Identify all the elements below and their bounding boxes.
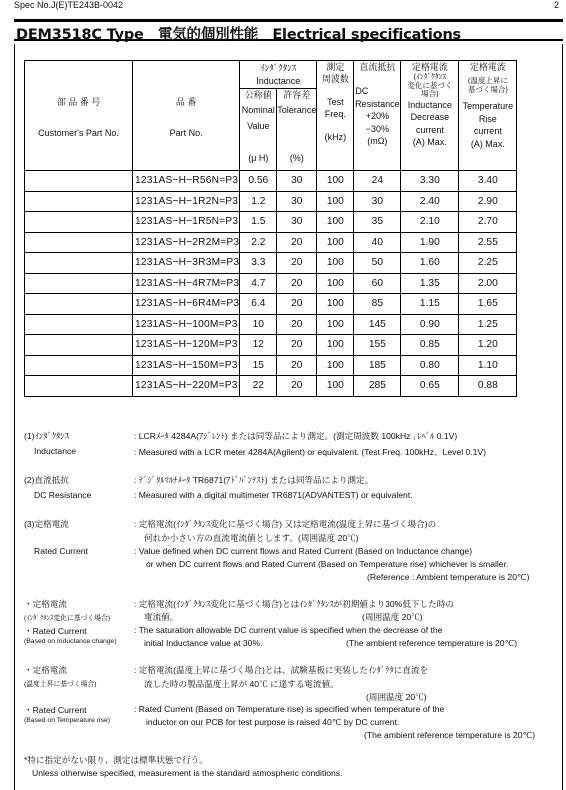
electrical-spec-table <box>24 60 517 397</box>
cell-tol: 20 <box>277 253 317 274</box>
note6-label-sub: (Based on Temperature rise) <box>24 717 111 724</box>
note4-label-jp: ・定格電流 <box>24 599 67 609</box>
cell-dcr: 85 <box>354 294 401 315</box>
cell-freq: 100 <box>317 191 354 212</box>
page-number: 2 <box>554 0 560 10</box>
note4-label-en: ・Rated Current <box>24 626 87 636</box>
header-customer-part-en: Customer's Part No. <box>38 127 119 138</box>
cell-temp-cur: 2.55 <box>459 232 517 253</box>
cell-dcr: 60 <box>354 273 401 294</box>
cell-customer <box>25 253 133 274</box>
cell-temp-cur: 1.65 <box>459 294 517 315</box>
cell-freq: 100 <box>317 273 354 294</box>
note4-label-en-sub: (Based on Inductance change) <box>24 638 117 645</box>
cell-part: 1231AS−H−100M=P3 <box>133 314 240 335</box>
cell-part: 1231AS−H−3R3M=P3 <box>133 253 240 274</box>
cell-dcr: 285 <box>354 376 401 397</box>
header-nominal-en2: Value <box>247 120 270 131</box>
cell-tol: 30 <box>277 191 317 212</box>
cell-dcr: 24 <box>354 171 401 192</box>
header-freq-unit: (kHz) <box>324 131 347 142</box>
note1-jp: : LCRﾒｰﾀ 4284A(ｱｼﾞﾚﾝﾄ) または同等品により測定。(測定周波数 100kHz ､ﾚﾍﾞﾙ 0.1V) <box>134 431 458 441</box>
header-dc-tol1: +20% <box>365 111 389 122</box>
cell-part: 1231AS−H−R56N=P3 <box>133 171 240 192</box>
note6-en3: (The ambient reference temperature is 20℃) <box>364 730 536 740</box>
header-rc1-unit: (A) Max. <box>412 137 447 148</box>
header-rc2-en3: current <box>473 126 502 137</box>
cell-freq: 100 <box>317 171 354 192</box>
note2-jp: : ﾃﾞｼﾞﾀﾙﾏﾙﾁﾒｰﾀ TR6871(ｱﾄﾞﾊﾞﾝﾃｽﾄ) または同等品により測定。 <box>134 475 374 485</box>
cell-ind-cur: 0.65 <box>401 376 459 397</box>
cell-nom: 4.7 <box>240 273 277 294</box>
note1-label-jp: (1)ｲﾝﾀﾞｸﾀﾝｽ <box>24 431 69 441</box>
cell-part: 1231AS−H−4R7M=P3 <box>133 273 240 294</box>
cell-customer <box>25 171 133 192</box>
header-inductance-en: Inductance <box>256 75 301 86</box>
header-rc2-jp: 定格電流 <box>469 62 506 72</box>
cell-ind-cur: 0.85 <box>401 335 459 356</box>
cell-nom: 1.2 <box>240 191 277 212</box>
note5-label-sub: (温度上昇に基づく場合) <box>24 681 97 688</box>
cell-ind-cur: 1.35 <box>401 273 459 294</box>
header-freq-en2: Freq. <box>324 109 346 120</box>
header-part-no-en: Part No. <box>169 127 203 138</box>
header-nominal-jp: 公称値 <box>244 90 272 100</box>
note6-en2: inductor on our PCB for test purpose is raised 40℃ by DC current. <box>146 717 400 727</box>
table-body <box>25 171 517 397</box>
cell-temp-cur: 0.88 <box>459 376 517 397</box>
header-nominal <box>240 89 277 171</box>
header-tolerance-unit: (%) <box>289 152 304 163</box>
cell-tol: 20 <box>277 314 317 335</box>
cell-customer <box>25 212 133 233</box>
cell-dcr: 185 <box>354 355 401 376</box>
header-dc-jp: 直流抵抗 <box>359 62 396 72</box>
note3-jp2: 何れか小さい方の直流電流値とします。(周囲温度 20℃) <box>144 533 359 543</box>
table-row <box>25 294 517 315</box>
header-rc1-en1: Inductance <box>407 99 452 110</box>
table-row <box>25 191 517 212</box>
cell-part: 1231AS−H−150M=P3 <box>133 355 240 376</box>
cell-freq: 100 <box>317 212 354 233</box>
cell-dcr: 50 <box>354 253 401 274</box>
cell-nom: 3.3 <box>240 253 277 274</box>
footnote-en: Unless otherwise specified, measurement is the standard atmospheric conditions. <box>32 768 343 778</box>
page-title: DEM3518C Type 電気的個別性能 Electrical specifications <box>16 27 461 43</box>
cell-ind-cur: 2.10 <box>401 212 459 233</box>
header-rc1-sub2: 変化に基づく <box>407 80 453 90</box>
header-part-no <box>133 61 240 171</box>
note1-label-en: Inductance <box>34 446 77 456</box>
cell-tol: 20 <box>277 376 317 397</box>
cell-nom: 0.56 <box>240 171 277 192</box>
footnote-jp: *特に指定がない限り、測定は標準状態で行う。 <box>24 755 208 765</box>
cell-dcr: 40 <box>354 232 401 253</box>
cell-ind-cur: 0.80 <box>401 355 459 376</box>
note3-label-jp: (3)定格電流 <box>24 519 69 529</box>
cell-ind-cur: 1.90 <box>401 232 459 253</box>
cell-nom: 12 <box>240 335 277 356</box>
header-inductance-jp: ｲﾝﾀﾞｸﾀﾝｽ <box>260 63 297 74</box>
table-row <box>25 335 517 356</box>
cell-dcr: 145 <box>354 314 401 335</box>
note1-en: : Measured with a LCR meter 4284A(Agilent) or equivalent. (Test Freq. 100kHz、Level 0.1V) <box>134 447 487 457</box>
cell-dcr: 35 <box>354 212 401 233</box>
cell-nom: 15 <box>240 355 277 376</box>
header-rc2-unit: (A) Max. <box>470 138 505 149</box>
cell-part: 1231AS−H−220M=P3 <box>133 376 240 397</box>
header-rated-current-temperature <box>459 61 517 171</box>
cell-temp-cur: 1.25 <box>459 314 517 335</box>
header-dc-en1: DC <box>355 86 369 97</box>
cell-nom: 10 <box>240 314 277 335</box>
cell-dcr: 30 <box>354 191 401 212</box>
note6-en1: : Rated Current (Based on Temperature rise) is specified when temperature of the <box>134 704 445 714</box>
cell-part: 1231AS−H−1R5N=P3 <box>133 212 240 233</box>
note5-jp1: : 定格電流(温度上昇に基づく場合)とは、試験基板に実装したｲﾝﾀﾞｸﾀに直流を <box>134 665 429 675</box>
spec-number: Spec No.J(E)TE243B-0042 <box>14 0 124 10</box>
cell-nom: 1.5 <box>240 212 277 233</box>
cell-nom: 6.4 <box>240 294 277 315</box>
header-tolerance-en: Tolerance <box>277 105 317 116</box>
cell-ind-cur: 1.15 <box>401 294 459 315</box>
header-rc2-en2: Rise <box>478 113 497 124</box>
header-rc1-sub1: (ｲﾝﾀﾞｸﾀﾝｽ <box>413 72 447 82</box>
cell-customer <box>25 294 133 315</box>
cell-temp-cur: 2.00 <box>459 273 517 294</box>
cell-part: 1231AS−H−120M=P3 <box>133 335 240 356</box>
header-tolerance-jp: 許容差 <box>283 90 311 100</box>
header-dc-unit: (mΩ) <box>367 136 388 147</box>
cell-temp-cur: 1.20 <box>459 335 517 356</box>
cell-customer <box>25 314 133 335</box>
cell-customer <box>25 191 133 212</box>
header-customer-part <box>25 61 133 171</box>
cell-ind-cur: 3.30 <box>401 171 459 192</box>
note2-label-jp: (2)直流抵抗 <box>24 475 69 485</box>
header-nominal-en1: Nominal <box>241 105 275 116</box>
cell-tol: 20 <box>277 294 317 315</box>
cell-customer <box>25 273 133 294</box>
title-bar <box>14 19 563 41</box>
cell-tol: 30 <box>277 171 317 192</box>
note3-en3: (Reference : Ambient temperature is 20℃) <box>367 572 530 582</box>
table-row <box>25 253 517 274</box>
note4-en2b: (The ambient reference temperature is 20℃) <box>346 638 518 648</box>
cell-freq: 100 <box>317 232 354 253</box>
note4-en1: : The saturation allowable DC current value is specified when the decrease of the <box>134 625 443 635</box>
note4-label-sub: (ｲﾝﾀﾞｸﾀﾝｽ変化に基づく場合) <box>24 615 111 622</box>
note6-label-en: ・Rated Current <box>24 705 87 715</box>
cell-customer <box>25 232 133 253</box>
note5-jp2: 流した時の製品温度上昇が 40℃ に達する電流値。 <box>144 679 339 689</box>
cell-freq: 100 <box>317 253 354 274</box>
note3-jp1: : 定格電流(ｲﾝﾀﾞｸﾀﾝｽ変化に基づく場合) 又は定格電流(温度上昇に基づく場合)の <box>134 519 437 529</box>
table-row <box>25 273 517 294</box>
cell-freq: 100 <box>317 294 354 315</box>
cell-customer <box>25 376 133 397</box>
cell-freq: 100 <box>317 355 354 376</box>
cell-ind-cur: 1.60 <box>401 253 459 274</box>
table-row <box>25 212 517 233</box>
cell-tol: 20 <box>277 273 317 294</box>
table-row <box>25 376 517 397</box>
note4-jp1: : 定格電流(ｲﾝﾀﾞｸﾀﾝｽ変化に基づく場合)とはｲﾝﾀﾞｸﾀﾝｽが初期値より30%低下した時の <box>134 599 454 609</box>
cell-temp-cur: 3.40 <box>459 171 517 192</box>
note5-label-jp: ・定格電流 <box>24 665 67 675</box>
header-rc1-en2: Decrease <box>410 112 450 123</box>
cell-nom: 22 <box>240 376 277 397</box>
header-rated-current-inductance <box>401 61 459 171</box>
header-rc1-sub3: 場合) <box>421 89 439 99</box>
cell-temp-cur: 2.90 <box>459 191 517 212</box>
cell-ind-cur: 0.90 <box>401 314 459 335</box>
cell-part: 1231AS−H−2R2M=P3 <box>133 232 240 253</box>
note4-jp2b: (周囲温度 20℃) <box>362 612 423 622</box>
cell-customer <box>25 355 133 376</box>
note5-jp3: (周囲温度 20℃) <box>366 692 427 702</box>
header-tolerance <box>277 89 317 171</box>
cell-part: 1231AS−H−6R4M=P3 <box>133 294 240 315</box>
cell-temp-cur: 2.70 <box>459 212 517 233</box>
cell-freq: 100 <box>317 376 354 397</box>
header-freq-jp1: 測定 <box>326 62 345 72</box>
cell-freq: 100 <box>317 335 354 356</box>
table-row <box>25 314 517 335</box>
cell-nom: 2.2 <box>240 232 277 253</box>
header-part-no-jp: 品 番 <box>175 97 197 108</box>
note2-en: : Measured with a digital multimeter TR6871(ADVANTEST) or equivalent. <box>134 490 413 500</box>
header-freq-jp2: 周波数 <box>321 74 349 85</box>
header-dc-tol2: −30% <box>365 123 389 134</box>
header-inductance <box>240 61 317 89</box>
note3-en1: : Value defined when DC current flows and Rated Current (Based on Inductance change) <box>134 546 473 556</box>
cell-temp-cur: 1.10 <box>459 355 517 376</box>
header-rc1-en3: current <box>415 124 444 135</box>
cell-freq: 100 <box>317 314 354 335</box>
note3-en2: or when DC current flows and Rated Current (Based on Temperature rise) whichever is smaller. <box>146 559 509 569</box>
note3-label-en: Rated Current <box>34 546 88 556</box>
note4-en2: initial Inductance value at 30%. <box>144 638 263 648</box>
header-rc2-sub2: 基づく場合) <box>467 84 508 94</box>
cell-dcr: 155 <box>354 335 401 356</box>
header-freq-en1: Test <box>327 96 344 107</box>
cell-temp-cur: 2.25 <box>459 253 517 274</box>
table-row <box>25 355 517 376</box>
header-dc-resistance <box>354 61 401 171</box>
table-row <box>25 171 517 192</box>
header-rc2-sub1: (温度上昇に <box>467 76 508 86</box>
header-test-freq <box>317 61 354 171</box>
cell-tol: 20 <box>277 232 317 253</box>
cell-tol: 20 <box>277 355 317 376</box>
note4-jp2: 電流値。 <box>144 612 179 622</box>
table-row <box>25 232 517 253</box>
cell-tol: 20 <box>277 335 317 356</box>
cell-customer <box>25 335 133 356</box>
cell-ind-cur: 2.40 <box>401 191 459 212</box>
header-customer-part-jp: 部 品 番 号 <box>56 97 101 108</box>
note2-label-en: DC Resistance <box>34 490 92 500</box>
header-dc-en2: Resistance <box>355 98 400 109</box>
header-nominal-unit: (μ H) <box>248 153 269 164</box>
cell-part: 1231AS−H−1R2N=P3 <box>133 191 240 212</box>
cell-tol: 30 <box>277 212 317 233</box>
header-rc2-en1: Temperature <box>462 101 514 112</box>
header-rc1-jp: 定格電流 <box>411 62 448 72</box>
